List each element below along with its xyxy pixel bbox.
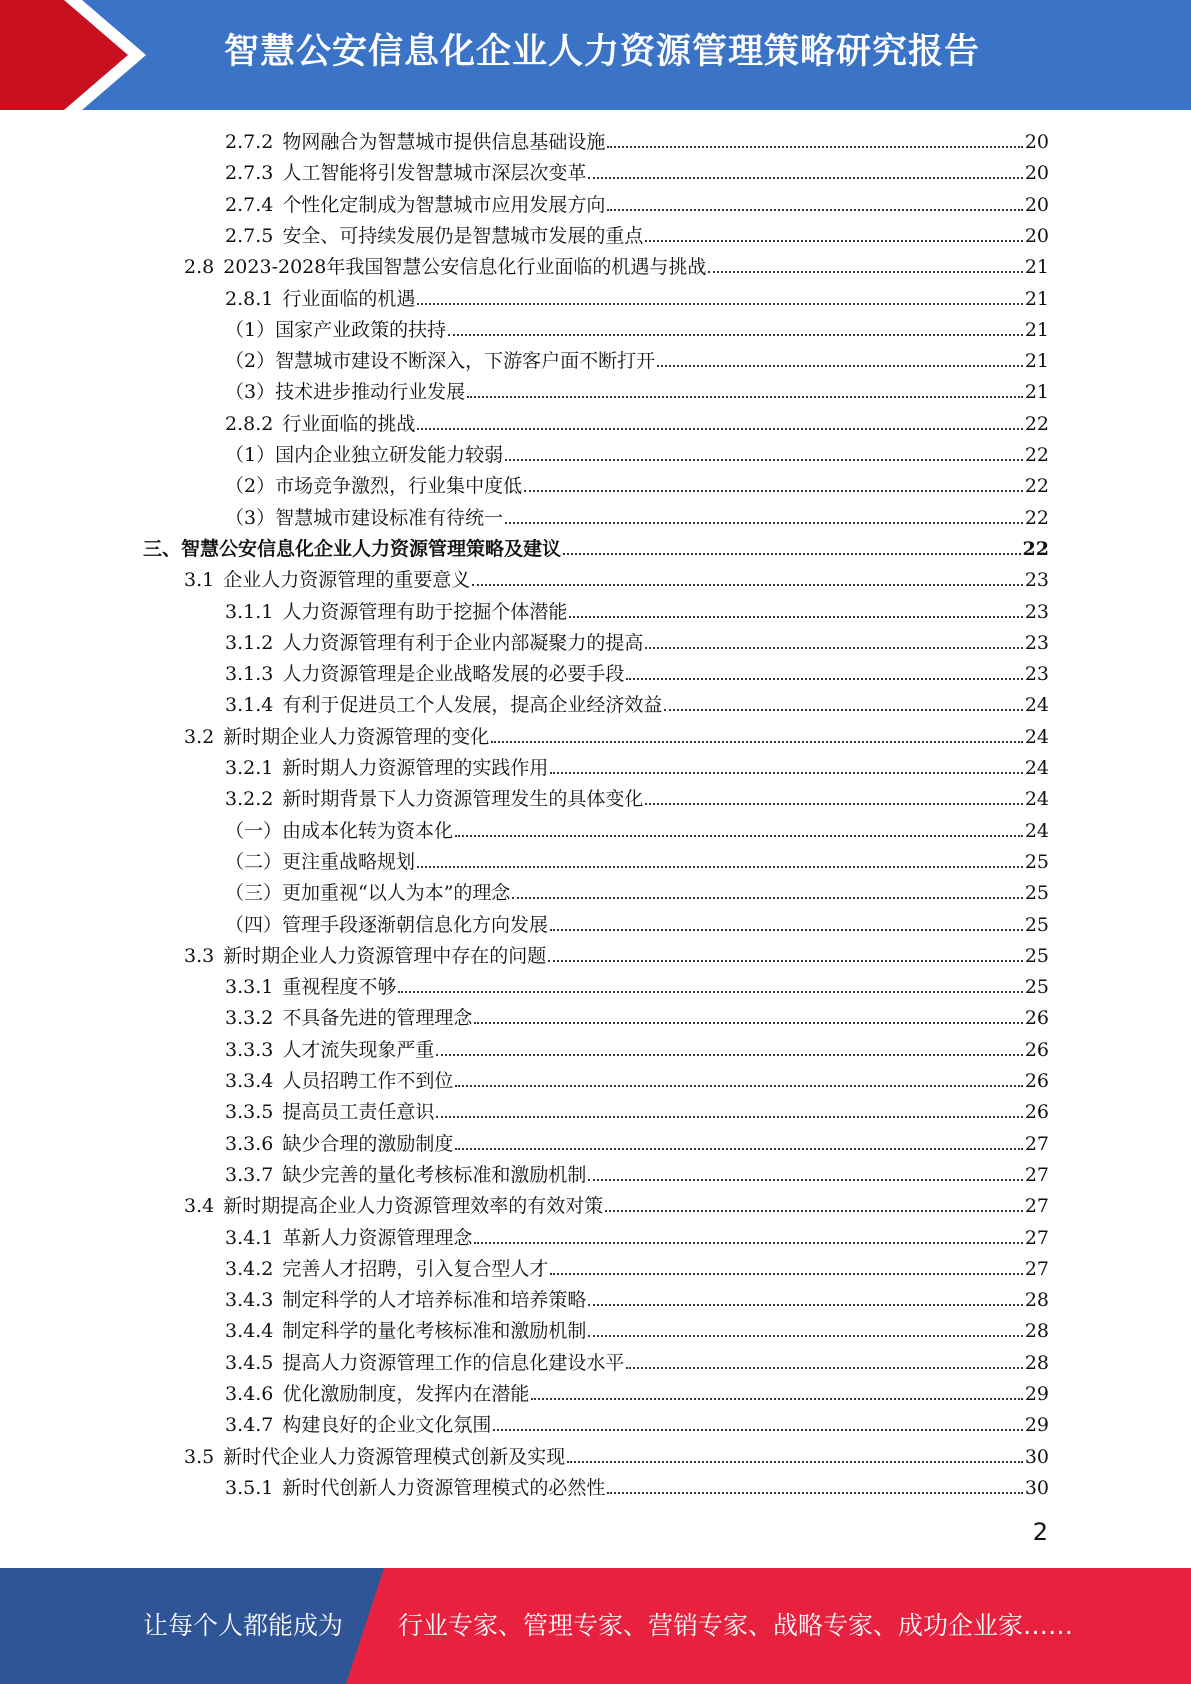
toc-entry[interactable] (225, 847, 1049, 878)
toc-entry-page: 24 (1024, 725, 1049, 748)
toc-entry-page: 25 (1024, 882, 1049, 905)
toc-entry-page: 25 (1024, 976, 1049, 999)
toc-entry-number: 2.7.3 (225, 162, 274, 185)
toc-entry-title: 人力资源管理有利于企业内部凝聚力的提高 (282, 631, 644, 654)
toc-dot-leader (472, 584, 1023, 586)
toc-entry-number: 3.5.1 (225, 1476, 274, 1499)
toc-entry-number: 2.8.1 (225, 287, 274, 310)
report-title: 智慧公安信息化企业人力资源管理策略研究报告 (224, 32, 981, 72)
toc-entry-title: （2）智慧城市建设不断深入，下游客户面不断打开 (225, 350, 656, 373)
toc-entry-number: 3.3.4 (225, 1070, 274, 1092)
toc-dot-leader (708, 271, 1022, 273)
toc-entry-page: 22 (1022, 537, 1049, 560)
toc-entry-title: 安全、可持续发展仍是智慧城市发展的重点 (282, 224, 644, 247)
toc-entry-page: 29 (1024, 1383, 1049, 1405)
toc-entry-page: 21 (1024, 287, 1049, 310)
toc-entry-page: 24 (1024, 788, 1049, 811)
toc-entry-title: （1）国家产业政策的扶持 (225, 318, 447, 341)
toc-entry-number: 3.1 (184, 569, 215, 592)
toc-entry-page: 28 (1024, 1320, 1049, 1343)
toc-entry-number: 3.3.6 (225, 1132, 274, 1155)
toc-dot-leader (531, 1398, 1022, 1400)
toc-entry[interactable] (225, 910, 1049, 941)
toc-entry-title: 新时期企业人力资源管理中存在的问题 (223, 944, 547, 967)
toc-entry-title: 新时期企业人力资源管理的变化 (223, 725, 490, 748)
toc-entry-title: 新时期提高企业人力资源管理效率的有效对策 (223, 1195, 604, 1218)
toc-entry-page: 21 (1024, 256, 1049, 279)
toc-dot-leader (645, 240, 1022, 242)
toc-entry-number: 3.4.1 (225, 1226, 274, 1249)
toc-entry-page: 20 (1024, 162, 1049, 185)
page-footer (0, 1568, 1191, 1684)
toc-entry-title: 三、智慧公安信息化企业人力资源管理策略及建议 (143, 537, 562, 560)
toc-entry-title: 新时期背景下人力资源管理发生的具体变化 (282, 788, 644, 811)
toc-entry-page: 27 (1024, 1132, 1049, 1155)
toc-entry[interactable] (184, 941, 1049, 972)
toc-entry-page: 25 (1024, 913, 1049, 936)
toc-entry-number: 3.4.4 (225, 1320, 274, 1343)
toc-dot-leader (605, 1210, 1023, 1212)
toc-entry-page: 27 (1024, 1257, 1049, 1280)
toc-dot-leader (417, 303, 1022, 305)
toc-entry-number: 3.3.2 (225, 1007, 274, 1030)
toc-dot-leader (417, 428, 1022, 430)
toc-dot-leader (657, 365, 1023, 367)
toc-entry-number: 3.4.5 (225, 1351, 274, 1374)
toc-dot-leader (455, 1085, 1022, 1087)
toc-entry-title: 革新人力资源管理理念 (282, 1226, 473, 1249)
toc-dot-leader (588, 1304, 1022, 1306)
toc-entry[interactable] (143, 534, 1049, 565)
toc-entry-title: 人力资源管理是企业战略发展的必要手段 (282, 663, 625, 686)
toc-entry-page: 23 (1024, 600, 1049, 623)
toc-entry[interactable] (225, 878, 1049, 909)
toc-dot-leader (588, 1179, 1022, 1181)
toc-entry-title: 个性化定制成为智慧城市应用发展方向 (282, 193, 606, 216)
toc-entry-title: 2023-2028年我国智慧公安信息化行业面临的机遇与挑战 (223, 256, 707, 279)
toc-dot-leader (436, 1116, 1022, 1118)
toc-entry-page: 22 (1024, 475, 1049, 498)
toc-dot-leader (436, 1054, 1022, 1056)
page-number: 2 (1032, 1518, 1048, 1546)
toc-entry-title: 有利于促进员工个人发展，提高企业经济效益 (282, 694, 663, 717)
toc-dot-leader (524, 490, 1023, 492)
toc-entry-number: 3.4 (184, 1195, 215, 1218)
toc-entry-title: （一）由成本化转为资本化 (225, 819, 454, 842)
toc-entry-number: 3.1.1 (225, 600, 274, 623)
toc-entry[interactable] (225, 377, 1049, 408)
toc-entry[interactable] (225, 190, 1049, 221)
toc-dot-leader (664, 709, 1022, 711)
toc-entry[interactable] (225, 972, 1049, 1003)
toc-dot-leader (569, 616, 1022, 618)
header-red-chevron (0, 0, 128, 110)
toc-entry[interactable] (225, 1160, 1049, 1191)
toc-entry-number: 3.3.1 (225, 976, 274, 999)
toc-dot-leader (548, 960, 1023, 962)
toc-entry-title: 构建良好的企业文化氛围 (282, 1414, 492, 1437)
toc-dot-leader (607, 1492, 1022, 1494)
toc-entry-title: （1）国内企业独立研发能力较弱 (225, 444, 504, 466)
toc-entry-title: 缺少完善的量化考核标准和激励机制 (282, 1163, 587, 1186)
toc-entry-title: 新时期人力资源管理的实践作用 (282, 757, 549, 779)
toc-entry[interactable] (225, 346, 1049, 377)
toc-entry-number: 3.4.7 (225, 1414, 274, 1437)
toc-entry[interactable] (225, 440, 1049, 471)
toc-entry-number: 3.5 (184, 1445, 215, 1468)
toc-entry-number: 3.3.3 (225, 1038, 274, 1061)
toc-entry-title: 行业面临的机遇 (282, 287, 416, 310)
toc-entry-title: 人才流失现象严重 (282, 1038, 435, 1061)
toc-entry-page: 30 (1024, 1476, 1049, 1499)
toc-entry[interactable] (225, 628, 1049, 659)
toc-entry-page: 29 (1024, 1414, 1049, 1437)
toc-entry-number: 2.7.2 (225, 131, 274, 153)
toc-entry[interactable] (225, 1129, 1049, 1160)
toc-entry-number: 3.4.3 (225, 1289, 274, 1312)
toc-dot-leader (467, 396, 1023, 398)
toc-entry-page: 27 (1024, 1226, 1049, 1249)
toc-entry-page: 20 (1024, 131, 1049, 153)
toc-entry-page: 25 (1024, 850, 1049, 873)
toc-entry-title: （3）智慧城市建设标准有待统一 (225, 506, 504, 529)
toc-entry-title: 优化激励制度，发挥内在潜能 (282, 1383, 530, 1405)
toc-entry-title: （三）更加重视“以人为本”的理念 (225, 882, 511, 905)
page-header (0, 0, 1191, 110)
toc-entry-page: 22 (1024, 444, 1049, 466)
toc-entry-page: 27 (1024, 1195, 1049, 1218)
toc-entry-number: 2.7.5 (225, 224, 274, 247)
toc-entry-number: 3.1.4 (225, 694, 274, 717)
toc-entry-title: （3）技术进步推动行业发展 (225, 381, 466, 404)
toc-entry[interactable] (184, 722, 1049, 753)
toc-entry-title: 人力资源管理有助于挖掘个体潜能 (282, 600, 568, 623)
toc-entry[interactable] (225, 1410, 1049, 1441)
toc-entry[interactable] (225, 690, 1049, 721)
toc-entry-number: 2.8.2 (225, 412, 274, 435)
toc-dot-leader (493, 1429, 1022, 1431)
toc-dot-leader (550, 929, 1023, 931)
toc-entry[interactable] (184, 1442, 1049, 1473)
toc-entry-title: 重视程度不够 (282, 976, 397, 999)
toc-entry-title: 制定科学的人才培养标准和培养策略 (282, 1289, 587, 1312)
toc-entry[interactable] (225, 816, 1049, 847)
toc-entry-number: 3.3.5 (225, 1101, 274, 1124)
toc-dot-leader (607, 146, 1022, 148)
toc-entry-page: 28 (1024, 1351, 1049, 1374)
toc-dot-leader (626, 678, 1022, 680)
toc-entry-title: 完善人才招聘，引入复合型人才 (282, 1257, 549, 1280)
toc-entry-title: （四）管理手段逐渐朝信息化方向发展 (225, 913, 549, 936)
toc-dot-leader (455, 1148, 1022, 1150)
toc-dot-leader (645, 647, 1022, 649)
toc-entry-page: 25 (1024, 944, 1049, 967)
toc-entry-title: 人员招聘工作不到位 (282, 1070, 454, 1092)
toc-dot-leader (505, 459, 1023, 461)
toc-entry-title: 企业人力资源管理的重要意义 (223, 569, 471, 592)
toc-entry-page: 21 (1024, 350, 1049, 373)
toc-entry[interactable] (225, 753, 1049, 784)
toc-entry-title: 缺少合理的激励制度 (282, 1132, 454, 1155)
toc-dot-leader (512, 897, 1022, 899)
toc-entry-number: 3.4.6 (225, 1383, 274, 1405)
toc-entry-page: 26 (1024, 1007, 1049, 1030)
toc-entry-page: 27 (1024, 1163, 1049, 1186)
toc-dot-leader (474, 1022, 1022, 1024)
toc-dot-leader (455, 835, 1023, 837)
toc-entry-page: 23 (1024, 663, 1049, 686)
toc-entry-page: 24 (1024, 757, 1049, 779)
toc-entry-title: 不具备先进的管理理念 (282, 1007, 473, 1030)
toc-entry-number: 2.7.4 (225, 193, 274, 216)
toc-entry-page: 26 (1024, 1101, 1049, 1124)
toc-entry-number: 3.3 (184, 944, 215, 967)
toc-dot-leader (474, 1242, 1022, 1244)
toc-entry-number: 3.2.1 (225, 757, 274, 779)
toc-entry-page: 22 (1024, 506, 1049, 529)
toc-entry[interactable] (225, 1223, 1049, 1254)
toc-entry-title: 人工智能将引发智慧城市深层次变革 (282, 162, 587, 185)
toc-entry[interactable] (225, 1003, 1049, 1034)
toc-dot-leader (588, 1335, 1022, 1337)
toc-entry[interactable] (225, 221, 1049, 252)
toc-entry-page: 23 (1024, 569, 1049, 592)
toc-entry-number: 3.1.3 (225, 663, 274, 686)
toc-dot-leader (588, 177, 1022, 179)
toc-entry-number: 3.4.2 (225, 1257, 274, 1280)
toc-entry[interactable] (225, 659, 1049, 690)
toc-entry-title: 行业面临的挑战 (282, 412, 416, 435)
toc-entry-page: 24 (1024, 819, 1049, 842)
toc-entry-page: 21 (1024, 318, 1049, 341)
footer-slogan: 让每个人都能成为 (143, 1611, 344, 1640)
toc-entry[interactable] (225, 1035, 1049, 1066)
footer-roles: 行业专家、管理专家、营销专家、战略专家、成功企业家…… (398, 1611, 1074, 1640)
toc-dot-leader (550, 1273, 1022, 1275)
toc-dot-leader (550, 772, 1022, 774)
toc-entry[interactable] (184, 1191, 1049, 1222)
toc-entry-page: 26 (1024, 1038, 1049, 1061)
toc-dot-leader (448, 334, 1023, 336)
toc-dot-leader (626, 1367, 1022, 1369)
toc-entry[interactable] (184, 565, 1049, 596)
toc-dot-leader (398, 991, 1022, 993)
toc-entry[interactable] (225, 597, 1049, 628)
toc-entry-page: 20 (1024, 224, 1049, 247)
toc-entry-page: 23 (1024, 631, 1049, 654)
toc-entry-page: 26 (1024, 1070, 1049, 1092)
toc-entry[interactable] (225, 1097, 1049, 1128)
toc-entry-page: 21 (1024, 381, 1049, 404)
toc-entry[interactable] (225, 127, 1049, 158)
toc-entry[interactable] (225, 315, 1049, 346)
toc-entry-page: 30 (1024, 1445, 1049, 1468)
toc-entry-title: （二）更注重战略规划 (225, 850, 416, 873)
toc-entry[interactable] (225, 1285, 1049, 1316)
toc-entry-title: 提高人力资源管理工作的信息化建设水平 (282, 1351, 625, 1374)
toc-entry-title: 物网融合为智慧城市提供信息基础设施 (282, 131, 606, 153)
toc-entry-title: （2）市场竞争激烈，行业集中度低 (225, 475, 523, 498)
toc-dot-leader (567, 1461, 1023, 1463)
toc-entry[interactable] (225, 158, 1049, 189)
toc-entry-page: 24 (1024, 694, 1049, 717)
toc-entry[interactable] (184, 252, 1049, 283)
toc-entry-page: 22 (1024, 412, 1049, 435)
toc-entry[interactable] (225, 284, 1049, 315)
toc-entry[interactable] (225, 1473, 1049, 1504)
toc-entry-title: 新时代创新人力资源管理模式的必然性 (282, 1476, 606, 1499)
toc-entry-number: 3.1.2 (225, 631, 274, 654)
toc-entry[interactable] (225, 471, 1049, 502)
toc-dot-leader (645, 803, 1022, 805)
toc-entry[interactable] (225, 1254, 1049, 1285)
toc-entry-number: 3.2.2 (225, 788, 274, 811)
toc-entry-page: 20 (1024, 193, 1049, 216)
toc-entry-title: 制定科学的量化考核标准和激励机制 (282, 1320, 587, 1343)
toc-entry[interactable] (225, 1348, 1049, 1379)
toc-entry[interactable] (225, 784, 1049, 815)
toc-entry-number: 3.2 (184, 725, 215, 748)
toc-entry[interactable] (225, 1316, 1049, 1347)
toc-entry[interactable] (225, 1066, 1049, 1097)
toc-entry-title: 新时代企业人力资源管理模式创新及实现 (223, 1445, 566, 1468)
toc-dot-leader (417, 866, 1023, 868)
toc-entry[interactable] (225, 1379, 1049, 1410)
toc-dot-leader (505, 522, 1023, 524)
toc-entry-page: 28 (1024, 1289, 1049, 1312)
toc-entry-number: 2.8 (184, 256, 215, 279)
toc-dot-leader (563, 553, 1021, 555)
toc-entry-number: 3.3.7 (225, 1163, 274, 1186)
toc-entry[interactable] (225, 409, 1049, 440)
toc-entry-title: 提高员工责任意识 (282, 1101, 435, 1124)
toc-entry[interactable] (225, 503, 1049, 534)
toc-dot-leader (607, 209, 1022, 211)
toc-dot-leader (491, 741, 1023, 743)
